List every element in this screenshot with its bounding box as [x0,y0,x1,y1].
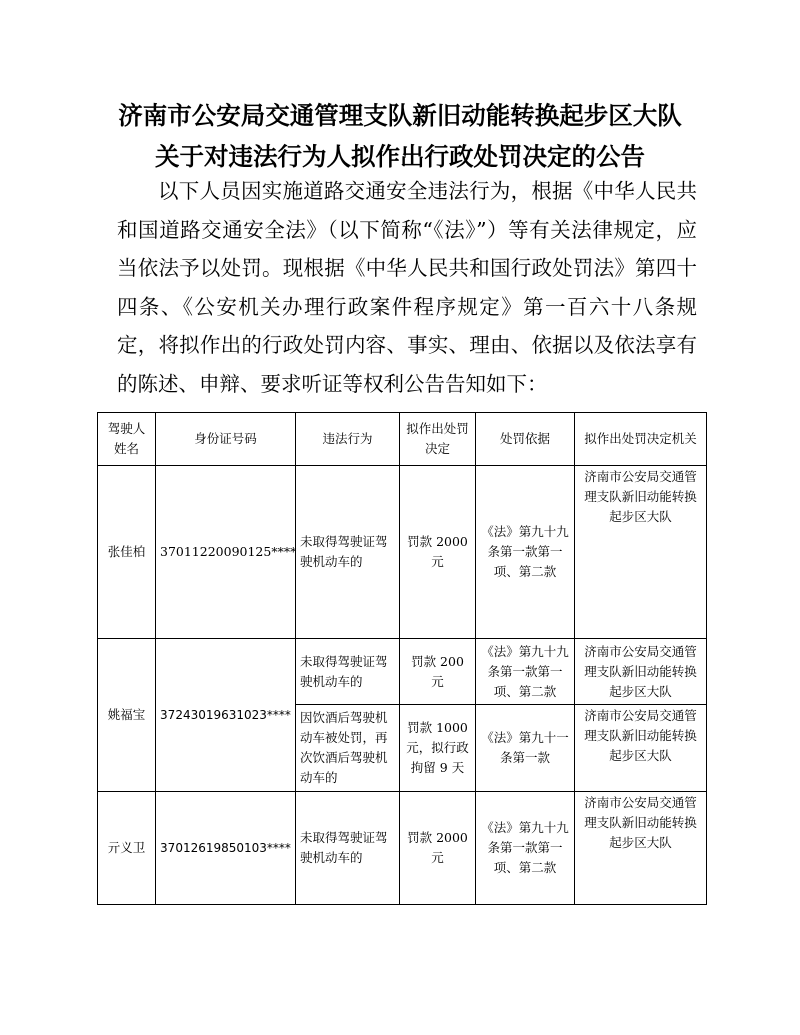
decision: 罚款 200 元 [400,639,476,705]
notice-title-line2: 关于对违法行为人拟作出行政处罚决定的公告 [155,142,645,171]
header-basis: 处罚依据 [476,413,575,466]
violation: 未取得驾驶证驾驶机动车的 [296,466,400,639]
basis: 《法》第九十九条第一款第一项、第二款 [476,639,575,705]
header-violation: 违法行为 [296,413,400,466]
table-row [98,639,707,705]
decision: 罚款 2000 元 [400,466,476,639]
intro-paragraph: 以下人员因实施道路交通安全违法行为，根据《中华人民共和国道路交通安全法》（以下简称“《法》”）等有关法律规定，应当依法予以处罚。现根据《中华人民共和国行政处罚法》第四十四条、《公安机关办理行政案件程序规定》第一百六十八条规定，将拟作出的行政处罚内容、事实、理由、依据以及依法享有的陈述、申辩、要求听证等权利公告告知如下： [117,179,697,396]
header-decision: 拟作出处罚决定 [400,413,476,466]
table-header-row [98,413,707,466]
table-row [98,792,707,905]
authority: 济南市公安局交通管理支队新旧动能转换起步区大队 [575,705,707,792]
id-number: 37011220090125**** [156,466,296,639]
driver-name: 张佳柏 [98,466,156,639]
id-number: 37243019631023**** [156,639,296,792]
authority: 济南市公安局交通管理支队新旧动能转换起步区大队 [575,792,707,905]
decision: 罚款 2000 元 [400,792,476,905]
id-number: 37012619850103**** [156,792,296,905]
basis: 《法》第九十九条第一款第一项、第二款 [476,792,575,905]
driver-name: 姚福宝 [98,639,156,792]
header-authority: 拟作出处罚决定机关 [575,413,707,466]
penalty-table [97,412,707,905]
header-id-number: 身份证号码 [156,413,296,466]
basis: 《法》第九十九条第一款第一项、第二款 [476,466,575,639]
violation: 未取得驾驶证驾驶机动车的 [296,639,400,705]
basis: 《法》第九十一条第一款 [476,705,575,792]
authority: 济南市公安局交通管理支队新旧动能转换起步区大队 [575,639,707,705]
violation: 未取得驾驶证驾驶机动车的 [296,792,400,905]
authority: 济南市公安局交通管理支队新旧动能转换起步区大队 [575,466,707,639]
notice-title-line1: 济南市公安局交通管理支队新旧动能转换起步区大队 [118,101,682,130]
table-row [98,466,707,639]
decision: 罚款 1000 元，拟行政拘留 9 天 [400,705,476,792]
violation: 因饮酒后驾驶机动车被处罚，再次饮酒后驾驶机动车的 [296,705,400,792]
driver-name: 亓义卫 [98,792,156,905]
header-driver-name: 驾驶人姓名 [98,413,156,466]
